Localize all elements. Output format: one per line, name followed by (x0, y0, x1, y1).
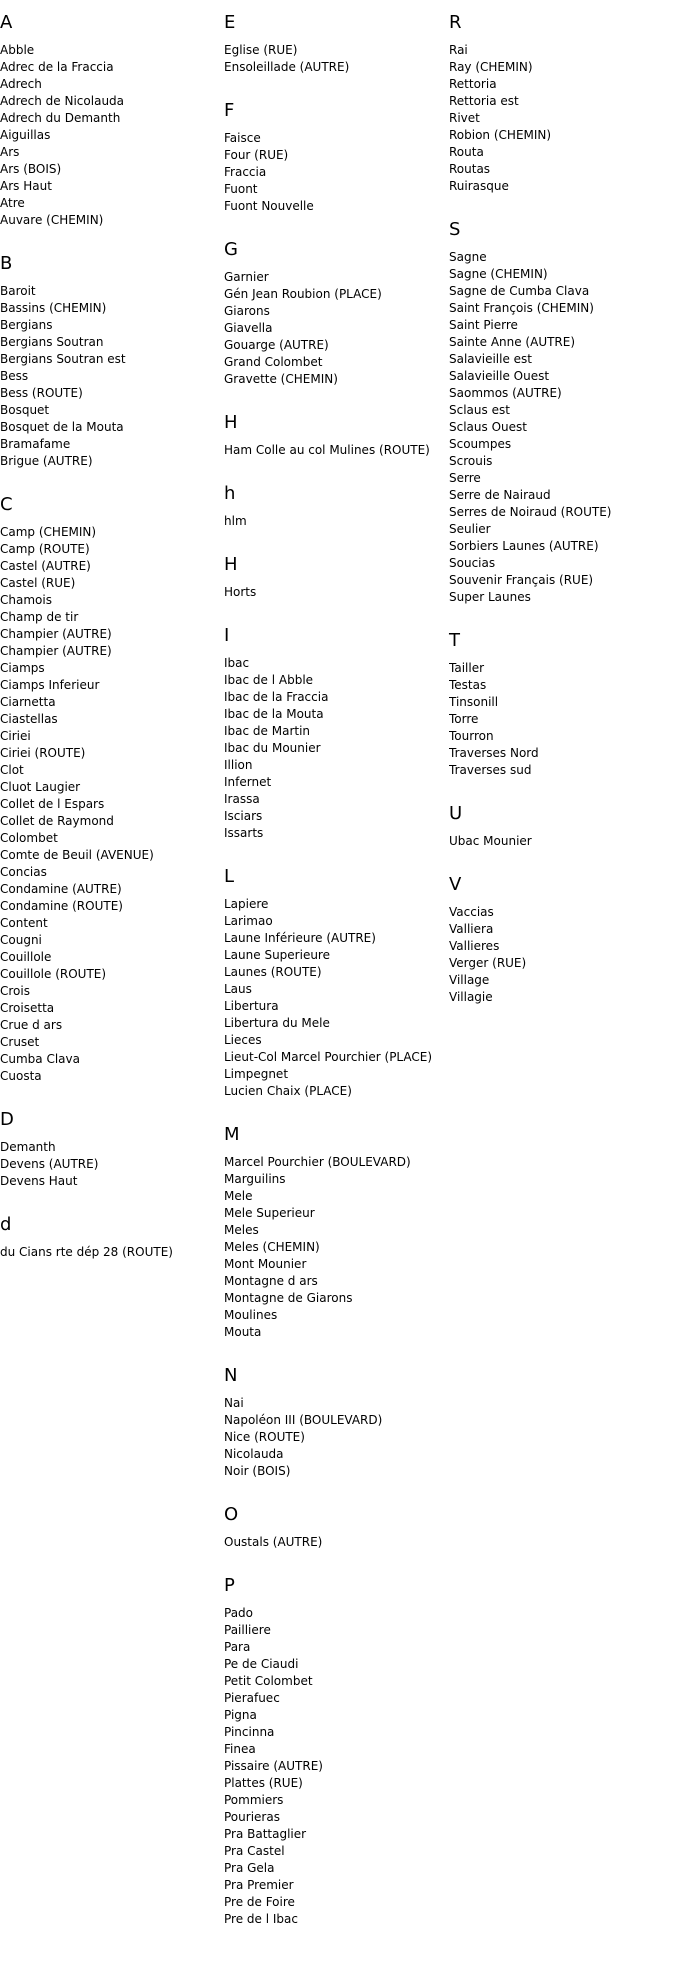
section-letter-heading: d (0, 1214, 12, 1235)
street-name: Champier (AUTRE) (0, 627, 112, 641)
street-name: Noir (BOIS) (224, 1464, 291, 1478)
street-name: Ciarnetta (0, 695, 56, 709)
street-name: Montagne de Giarons (224, 1291, 353, 1305)
section-letter-heading: H (224, 412, 238, 433)
street-name: Laus (224, 982, 252, 996)
street-name: Ham Colle au col Mulines (ROUTE) (224, 443, 430, 457)
letter-section (0, 12, 218, 229)
street-name: Faisce (224, 131, 261, 145)
street-name: Larimao (224, 914, 273, 928)
street-name: Bosquet de la Mouta (0, 420, 124, 434)
letter-section (224, 1365, 442, 1480)
street-name: Concias (0, 865, 47, 879)
section-letter-heading: G (224, 239, 238, 260)
street-name: Pre de l Ibac (224, 1912, 298, 1926)
street-name: Ibac de l Abble (224, 673, 314, 687)
street-name: Cougni (0, 933, 42, 947)
street-name: Pado (224, 1606, 254, 1620)
street-name: Pra Castel (224, 1844, 285, 1858)
letter-section (224, 554, 442, 601)
street-name: Mouta (224, 1325, 262, 1339)
street-name: Bess (0, 369, 29, 383)
street-name: Meles (CHEMIN) (224, 1240, 320, 1254)
street-name: Meles (224, 1223, 259, 1237)
street-name: Ars Haut (0, 179, 52, 193)
section-letter-heading: V (449, 874, 462, 895)
street-name: Couillole (0, 950, 52, 964)
street-name: Giarons (224, 304, 270, 318)
street-list (0, 1244, 218, 1261)
street-name: Serre de Nairaud (449, 488, 551, 502)
street-name: Laune Inférieure (AUTRE) (224, 931, 376, 945)
index-column-3 (449, 0, 667, 1030)
street-name: Giavella (224, 321, 273, 335)
section-letter-heading: S (449, 219, 461, 240)
street-name: Lapiere (224, 897, 269, 911)
street-name: Camp (ROUTE) (0, 542, 90, 556)
index-column-1 (0, 0, 218, 1285)
street-name: Comte de Beuil (AVENUE) (0, 848, 154, 862)
street-name: Pra Gela (224, 1861, 275, 1875)
street-name: Ray (CHEMIN) (449, 60, 533, 74)
street-name: Cuosta (0, 1069, 42, 1083)
letter-section (224, 1504, 442, 1551)
street-name: Illion (224, 758, 253, 772)
street-list (224, 1154, 442, 1341)
street-name: Abble (0, 43, 35, 57)
street-name: Bosquet (0, 403, 50, 417)
street-name: Content (0, 916, 48, 930)
street-name: Demanth (0, 1140, 56, 1154)
street-name: Atre (0, 196, 25, 210)
street-name: Ciriei (0, 729, 31, 743)
street-name: Routas (449, 162, 491, 176)
street-name: Sagne (CHEMIN) (449, 267, 548, 281)
street-name: Pailliere (224, 1623, 271, 1637)
letter-section (224, 12, 442, 76)
street-name: Verger (RUE) (449, 956, 527, 970)
street-name: Couillole (ROUTE) (0, 967, 107, 981)
street-name: Serre (449, 471, 481, 485)
street-name: Sclaus Ouest (449, 420, 527, 434)
street-name: Seulier (449, 522, 491, 536)
street-name: Limpegnet (224, 1067, 289, 1081)
street-name: Libertura du Mele (224, 1016, 330, 1030)
section-letter-heading: F (224, 100, 235, 121)
street-name: Sorbiers Launes (AUTRE) (449, 539, 599, 553)
street-name: Pigna (224, 1708, 257, 1722)
section-letter-heading: N (224, 1365, 238, 1386)
street-list (224, 130, 442, 215)
street-name: Finea (224, 1742, 256, 1756)
street-list (0, 1139, 218, 1190)
street-list (224, 1534, 442, 1551)
street-name: Soucias (449, 556, 496, 570)
street-name: Bassins (CHEMIN) (0, 301, 107, 315)
letter-section (224, 625, 442, 842)
section-letter-heading: M (224, 1124, 240, 1145)
street-name: Ars (0, 145, 20, 159)
street-name: Condamine (ROUTE) (0, 899, 123, 913)
letter-section (0, 1109, 218, 1190)
letter-section (449, 12, 667, 195)
street-name: Cluot Laugier (0, 780, 81, 794)
index-column-2 (224, 0, 442, 1952)
street-list (0, 283, 218, 470)
street-name: Serres de Noiraud (ROUTE) (449, 505, 612, 519)
street-name: Pommiers (224, 1793, 284, 1807)
street-name: Eglise (RUE) (224, 43, 298, 57)
letter-section (449, 219, 667, 606)
street-name: Vallieres (449, 939, 500, 953)
street-name: Collet de l Espars (0, 797, 105, 811)
section-letter-heading: T (449, 630, 460, 651)
street-name: Four (RUE) (224, 148, 289, 162)
street-name: Valliera (449, 922, 494, 936)
street-list (224, 42, 442, 76)
street-list (224, 442, 442, 459)
street-name: Adrech (0, 77, 42, 91)
section-letter-heading: L (224, 866, 235, 887)
street-name: Rettoria est (449, 94, 519, 108)
street-name: Mele Superieur (224, 1206, 315, 1220)
street-name: Bramafame (0, 437, 71, 451)
street-name: Ibac du Mounier (224, 741, 321, 755)
street-name: Bess (ROUTE) (0, 386, 83, 400)
street-name: Bergians (0, 318, 53, 332)
street-name: Crois (0, 984, 30, 998)
street-name: Rettoria (449, 77, 497, 91)
street-name: Castel (RUE) (0, 576, 76, 590)
street-name: Clot (0, 763, 24, 777)
section-letter-heading: B (0, 253, 13, 274)
street-name: Horts (224, 585, 257, 599)
street-name: Vaccias (449, 905, 494, 919)
section-letter-heading: A (0, 12, 13, 33)
street-name: Montagne d ars (224, 1274, 318, 1288)
street-name: Plattes (RUE) (224, 1776, 303, 1790)
section-letter-heading: E (224, 12, 236, 33)
street-name: Ubac Mounier (449, 834, 532, 848)
street-list (224, 269, 442, 388)
street-name: Pe de Ciaudi (224, 1657, 299, 1671)
street-name: Colombet (0, 831, 58, 845)
section-letter-heading: H (224, 554, 238, 575)
street-name: Rai (449, 43, 468, 57)
street-name: Ciamps (0, 661, 45, 675)
street-name: Saint Pierre (449, 318, 518, 332)
street-name: Gén Jean Roubion (PLACE) (224, 287, 382, 301)
street-name: Adrech de Nicolauda (0, 94, 125, 108)
street-name: Oustals (AUTRE) (224, 1535, 323, 1549)
street-name: Cumba Clava (0, 1052, 80, 1066)
street-name: Bergians Soutran (0, 335, 104, 349)
street-name: Ciastellas (0, 712, 58, 726)
street-name: Nicolauda (224, 1447, 284, 1461)
street-list (449, 42, 667, 195)
street-name: Lucien Chaix (PLACE) (224, 1084, 352, 1098)
street-name: Adrec de la Fraccia (0, 60, 114, 74)
street-name: Aiguillas (0, 128, 51, 142)
letter-section (449, 803, 667, 850)
street-name: Ciriei (ROUTE) (0, 746, 86, 760)
street-name: Traverses sud (449, 763, 532, 777)
street-name: Camp (CHEMIN) (0, 525, 97, 539)
street-name: Gravette (CHEMIN) (224, 372, 338, 386)
street-name: Salavieille Ouest (449, 369, 550, 383)
street-name: Saint François (CHEMIN) (449, 301, 594, 315)
street-name: Devens (AUTRE) (0, 1157, 99, 1171)
street-name: Testas (449, 678, 487, 692)
street-name: Nice (ROUTE) (224, 1430, 305, 1444)
street-name: Routa (449, 145, 484, 159)
street-name: Pissaire (AUTRE) (224, 1759, 323, 1773)
letter-section (224, 100, 442, 215)
street-name: Brigue (AUTRE) (0, 454, 93, 468)
street-name: Ciamps Inferieur (0, 678, 100, 692)
street-name: Garnier (224, 270, 269, 284)
street-name: Infernet (224, 775, 272, 789)
street-list (449, 660, 667, 779)
street-name: Ars (BOIS) (0, 162, 62, 176)
street-name: Para (224, 1640, 251, 1654)
letter-section (224, 412, 442, 459)
street-name: Tailler (449, 661, 485, 675)
street-name: Pre de Foire (224, 1895, 295, 1909)
street-name: Scrouis (449, 454, 493, 468)
street-name: Gouarge (AUTRE) (224, 338, 329, 352)
street-name: Ibac de la Fraccia (224, 690, 329, 704)
letter-section (0, 494, 218, 1085)
street-name: Nai (224, 1396, 244, 1410)
street-name: Saommos (AUTRE) (449, 386, 562, 400)
street-name: Pra Premier (224, 1878, 294, 1892)
street-name: Irassa (224, 792, 260, 806)
street-name: Torre (449, 712, 479, 726)
street-name: Rivet (449, 111, 480, 125)
street-name: Bergians Soutran est (0, 352, 126, 366)
street-list (0, 42, 218, 229)
street-name: Champier (AUTRE) (0, 644, 112, 658)
letter-section (449, 630, 667, 779)
street-list (224, 584, 442, 601)
street-name: Fuont Nouvelle (224, 199, 314, 213)
letter-section (224, 866, 442, 1100)
street-name: Grand Colombet (224, 355, 323, 369)
street-name: Pierafuec (224, 1691, 280, 1705)
street-list (224, 513, 442, 530)
street-name: Souvenir Français (RUE) (449, 573, 594, 587)
street-name: Auvare (CHEMIN) (0, 213, 104, 227)
street-name: Petit Colombet (224, 1674, 313, 1688)
street-name: Sagne (449, 250, 487, 264)
street-list (224, 655, 442, 842)
letter-section (224, 1575, 442, 1928)
street-name: Castel (AUTRE) (0, 559, 91, 573)
street-list (0, 524, 218, 1085)
letter-section (0, 253, 218, 470)
street-name: Ruirasque (449, 179, 509, 193)
street-name: Mont Mounier (224, 1257, 307, 1271)
street-list (449, 833, 667, 850)
street-name: Baroit (0, 284, 36, 298)
section-letter-heading: P (224, 1575, 235, 1596)
street-list (224, 1605, 442, 1928)
street-name: Ibac de Martin (224, 724, 311, 738)
street-name: Village (449, 973, 490, 987)
street-name: Fraccia (224, 165, 267, 179)
street-name: Crue d ars (0, 1018, 63, 1032)
section-letter-heading: O (224, 1504, 239, 1525)
section-letter-heading: I (224, 625, 230, 646)
letter-section (224, 239, 442, 388)
street-name: Pra Battaglier (224, 1827, 307, 1841)
street-name: Launes (ROUTE) (224, 965, 322, 979)
street-name: Fuont (224, 182, 258, 196)
street-name: Lieut-Col Marcel Pourchier (PLACE) (224, 1050, 433, 1064)
street-name: Collet de Raymond (0, 814, 114, 828)
section-letter-heading: R (449, 12, 462, 33)
street-name: Laune Superieure (224, 948, 330, 962)
street-name: Marguilins (224, 1172, 286, 1186)
street-name: Croisetta (0, 1001, 55, 1015)
street-name: Isciars (224, 809, 263, 823)
section-letter-heading: h (224, 483, 236, 504)
street-name: hlm (224, 514, 247, 528)
street-list (449, 249, 667, 606)
section-letter-heading: D (0, 1109, 14, 1130)
street-list (449, 904, 667, 1006)
street-name: Condamine (AUTRE) (0, 882, 122, 896)
street-name: Devens Haut (0, 1174, 78, 1188)
street-name: Cruset (0, 1035, 40, 1049)
section-letter-heading: U (449, 803, 463, 824)
letter-section (449, 874, 667, 1006)
street-name: Sagne de Cumba Clava (449, 284, 590, 298)
street-name: Marcel Pourchier (BOULEVARD) (224, 1155, 411, 1169)
street-name: Ibac (224, 656, 250, 670)
street-name: Chamois (0, 593, 52, 607)
street-name: Robion (CHEMIN) (449, 128, 552, 142)
street-name: Salavieille est (449, 352, 533, 366)
street-name: Villagie (449, 990, 493, 1004)
street-name: Scoumpes (449, 437, 512, 451)
street-name: Ensoleillade (AUTRE) (224, 60, 350, 74)
letter-section (224, 1124, 442, 1341)
street-name: Tinsonill (449, 695, 499, 709)
street-name: Pourieras (224, 1810, 280, 1824)
street-name: Libertura (224, 999, 279, 1013)
street-list (224, 1395, 442, 1480)
street-name: Mele (224, 1189, 253, 1203)
street-name: Tourron (449, 729, 494, 743)
street-name: Pincinna (224, 1725, 275, 1739)
street-name: Adrech du Demanth (0, 111, 121, 125)
street-name: Traverses Nord (449, 746, 539, 760)
street-name: Moulines (224, 1308, 278, 1322)
street-name: Ibac de la Mouta (224, 707, 324, 721)
letter-section (0, 1214, 218, 1261)
letter-section (224, 483, 442, 530)
section-letter-heading: C (0, 494, 13, 515)
street-name: Sclaus est (449, 403, 510, 417)
street-name: Napoléon III (BOULEVARD) (224, 1413, 383, 1427)
street-name: Sainte Anne (AUTRE) (449, 335, 576, 349)
street-name: Lieces (224, 1033, 262, 1047)
street-name: Champ de tir (0, 610, 79, 624)
street-name: du Cians rte dép 28 (ROUTE) (0, 1245, 173, 1259)
street-name: Super Launes (449, 590, 531, 604)
street-name: Issarts (224, 826, 264, 840)
street-list (224, 896, 442, 1100)
